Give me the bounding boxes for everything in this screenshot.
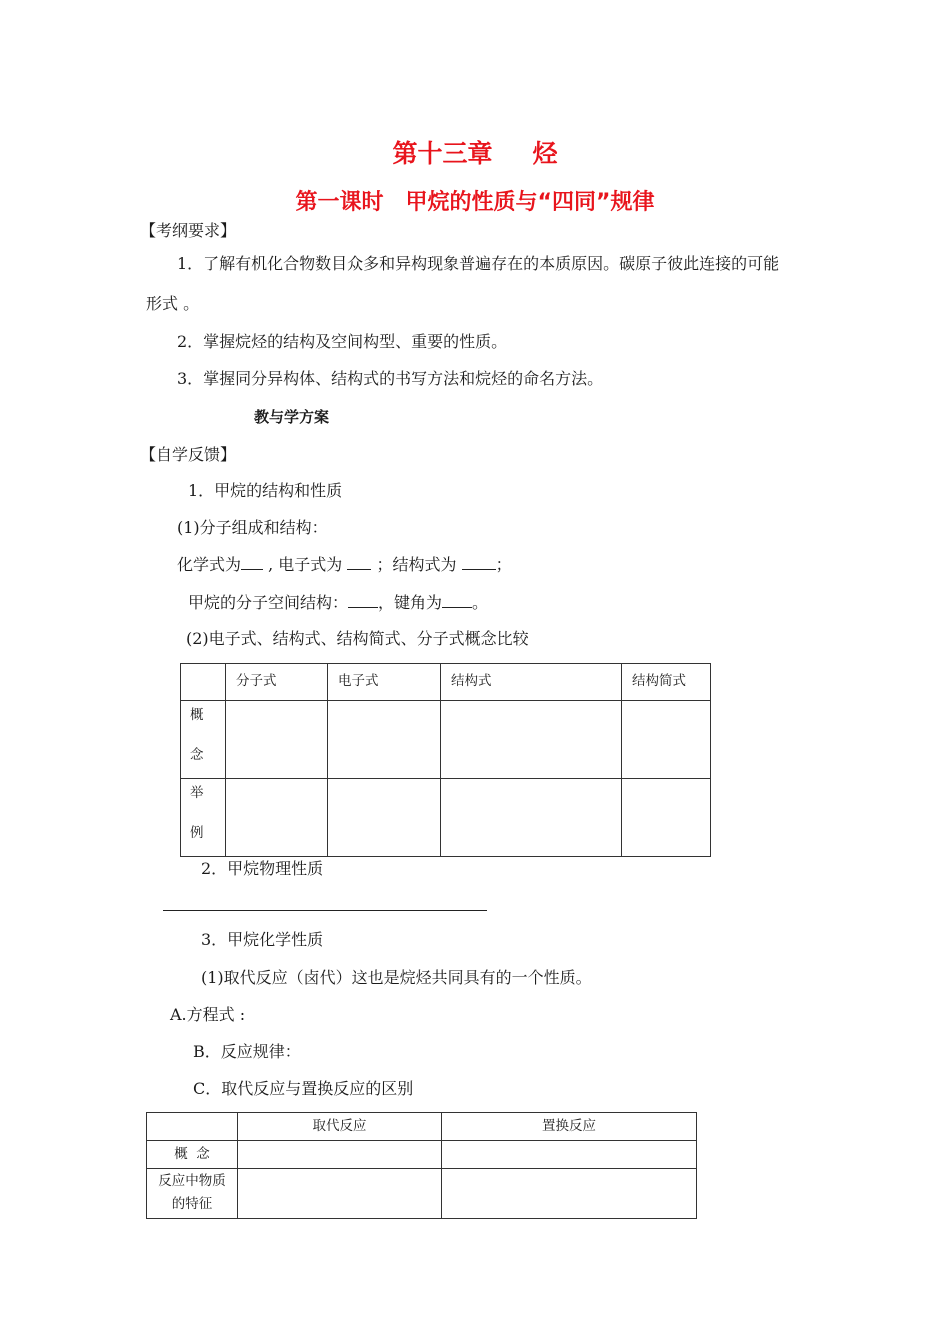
chapter-name: 烃 <box>532 139 558 168</box>
lesson-title: 第一课时 甲烷的性质与“四同”规律 <box>295 190 655 215</box>
formula-label-c: ；结构式为 <box>371 555 462 574</box>
table-corner-cell <box>147 1113 238 1141</box>
section-3-1-title: (1)取代反应（卤代）这也是烷烃共同具有的一个性质。 <box>201 968 592 987</box>
header-structural-formula: 结构式 <box>441 664 622 701</box>
table-cell[interactable] <box>442 1169 697 1219</box>
electron-formula-blank[interactable] <box>347 555 371 570</box>
formula-label-d: ； <box>495 555 512 574</box>
section-3-a: A.方程式 : <box>170 1005 246 1024</box>
chapter-title <box>0 134 950 170</box>
bond-angle-blank[interactable] <box>442 593 472 608</box>
row-label-concept: 概 念 <box>147 1141 238 1169</box>
geometry-label-c: 。 <box>472 593 489 612</box>
reaction-comparison-table <box>146 1112 697 1219</box>
table-row <box>181 701 711 779</box>
section-3-b: B．反应规律： <box>193 1042 301 1061</box>
feedback-header: 【自学反馈】 <box>140 445 237 464</box>
chapter-number: 第十三章 <box>392 139 493 168</box>
section-1-1-title: (1)分子组成和结构： <box>177 518 328 537</box>
table-cell[interactable] <box>622 701 711 779</box>
table-cell[interactable] <box>226 779 328 857</box>
table-cell[interactable] <box>622 779 711 857</box>
table-header-row <box>147 1113 697 1141</box>
geometry-line <box>188 593 488 613</box>
answer-line[interactable] <box>163 910 487 911</box>
row-label-concept: 概 念 <box>181 701 226 779</box>
table-corner-cell <box>181 664 226 701</box>
table-cell[interactable] <box>441 779 622 857</box>
row-label-example: 举 例 <box>181 779 226 857</box>
table-cell[interactable] <box>441 701 622 779</box>
section-1-title: 1．甲烷的结构和性质 <box>188 481 343 500</box>
header-condensed-formula: 结构简式 <box>622 664 711 701</box>
table-cell[interactable] <box>226 701 328 779</box>
requirement-1-line1: 1．了解有机化合物数目众多和异构现象普遍存在的本质原因。碳原子彼此连接的可能 <box>177 254 780 273</box>
requirements-header: 【考纲要求】 <box>140 221 237 240</box>
geometry-label-b: ，键角为 <box>378 593 443 612</box>
section-2-title: 2．甲烷物理性质 <box>201 859 324 878</box>
table-row <box>147 1169 697 1219</box>
header-substitution: 取代反应 <box>238 1113 442 1141</box>
section-1-2-title: (2)电子式、结构式、结构简式、分子式概念比较 <box>186 629 529 648</box>
table-row <box>181 779 711 857</box>
formula-line <box>177 555 512 575</box>
table-row <box>147 1141 697 1169</box>
table-header-row <box>181 664 711 701</box>
geometry-label-a: 甲烷的分子空间结构： <box>188 593 349 612</box>
table-cell[interactable] <box>238 1141 442 1169</box>
spatial-structure-blank[interactable] <box>348 593 378 608</box>
section-3-title: 3．甲烷化学性质 <box>201 930 324 949</box>
requirement-1-line2: 形式 。 <box>146 294 200 313</box>
requirement-2: 2．掌握烷烃的结构及空间构型、重要的性质。 <box>177 332 508 351</box>
formula-comparison-table <box>180 663 711 857</box>
table-cell[interactable] <box>328 779 441 857</box>
row-label-feature: 反应中物质 的特征 <box>147 1169 238 1219</box>
formula-label-a: 化学式为 <box>177 555 242 574</box>
requirement-3: 3．掌握同分异构体、结构式的书写方法和烷烃的命名方法。 <box>177 369 604 388</box>
chemical-formula-blank[interactable] <box>241 555 263 570</box>
table-cell[interactable] <box>328 701 441 779</box>
table-cell[interactable] <box>442 1141 697 1169</box>
plan-title: 教与学方案 <box>254 408 330 426</box>
table-cell[interactable] <box>238 1169 442 1219</box>
header-displacement: 置换反应 <box>442 1113 697 1141</box>
header-molecular-formula: 分子式 <box>226 664 328 701</box>
structural-formula-blank[interactable] <box>462 555 496 570</box>
header-electron-formula: 电子式 <box>328 664 441 701</box>
formula-label-b: , 电子式为 <box>263 555 348 574</box>
section-3-c: C．取代反应与置换反应的区别 <box>193 1079 414 1098</box>
